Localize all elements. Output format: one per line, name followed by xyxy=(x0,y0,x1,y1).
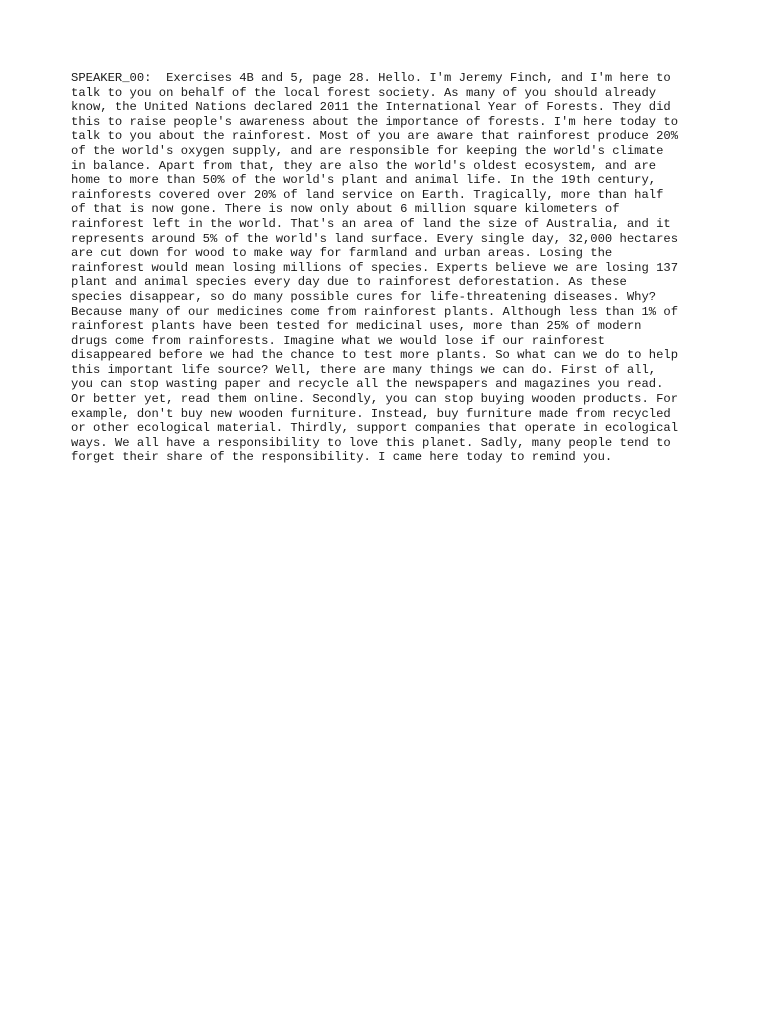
transcript-line: of that is now gone. There is now only about 6 million square kilometers of xyxy=(71,202,620,217)
transcript-line: rainforest plants have been tested for medicinal uses, more than 25% of modern xyxy=(71,319,642,334)
transcript-line: disappeared before we had the chance to test more plants. So what can we do to help xyxy=(71,348,679,363)
transcript-line: home to more than 50% of the world's plant and animal life. In the 19th century, xyxy=(71,173,657,188)
transcript-line: rainforests covered over 20% of land service on Earth. Tragically, more than half xyxy=(71,187,664,202)
transcript-line: represents around 5% of the world's land surface. Every single day, 32,000 hectares xyxy=(71,231,679,246)
transcript-line: of the world's oxygen supply, and are responsible for keeping the world's climate xyxy=(71,143,664,158)
transcript-line: forget their share of the responsibility. I came here today to remind you. xyxy=(71,450,613,465)
transcript-line: talk to you on behalf of the local forest society. As many of you should already xyxy=(71,85,657,100)
transcript-line: ways. We all have a responsibility to love this planet. Sadly, many people tend to xyxy=(71,435,671,450)
transcript-line: plant and animal species every day due to rainforest deforestation. As these xyxy=(71,275,627,290)
transcript-line: know, the United Nations declared 2011 the International Year of Forests. They did xyxy=(71,100,671,115)
transcript-line: this important life source? Well, there are many things we can do. First of all, xyxy=(71,362,657,377)
transcript-line: species disappear, so do many possible cures for life-threatening diseases. Why? xyxy=(71,289,657,304)
transcript-line: this to raise people's awareness about the importance of forests. I'm here today to xyxy=(71,114,679,129)
transcript-line: rainforest would mean losing millions of species. Experts believe we are losing 137 xyxy=(71,260,679,275)
transcript-line: Because many of our medicines come from rainforest plants. Although less than 1% of xyxy=(71,304,679,319)
transcript-line: are cut down for wood to make way for farmland and urban areas. Losing the xyxy=(71,246,613,261)
transcript-line: Or better yet, read them online. Secondly, you can stop buying wooden products. For xyxy=(71,392,679,407)
transcript-text xyxy=(71,71,703,465)
transcript-line: drugs come from rainforests. Imagine what we would lose if our rainforest xyxy=(71,333,605,348)
transcript-line: example, don't buy new wooden furniture. Instead, buy furniture made from recycled xyxy=(71,406,671,421)
transcript-line: talk to you about the rainforest. Most of you are aware that rainforest produce 20% xyxy=(71,129,679,144)
transcript-line: rainforest left in the world. That's an area of land the size of Australia, and it xyxy=(71,216,671,231)
transcript-line: in balance. Apart from that, they are also the world's oldest ecosystem, and are xyxy=(71,158,657,173)
transcript-line: or other ecological material. Thirdly, support companies that operate in ecological xyxy=(71,421,679,436)
transcript-line: you can stop wasting paper and recycle all the newspapers and magazines you read. xyxy=(71,377,664,392)
transcript-line: SPEAKER_00: Exercises 4B and 5, page 28. Hello. I'm Jeremy Finch, and I'm here to xyxy=(71,71,671,85)
